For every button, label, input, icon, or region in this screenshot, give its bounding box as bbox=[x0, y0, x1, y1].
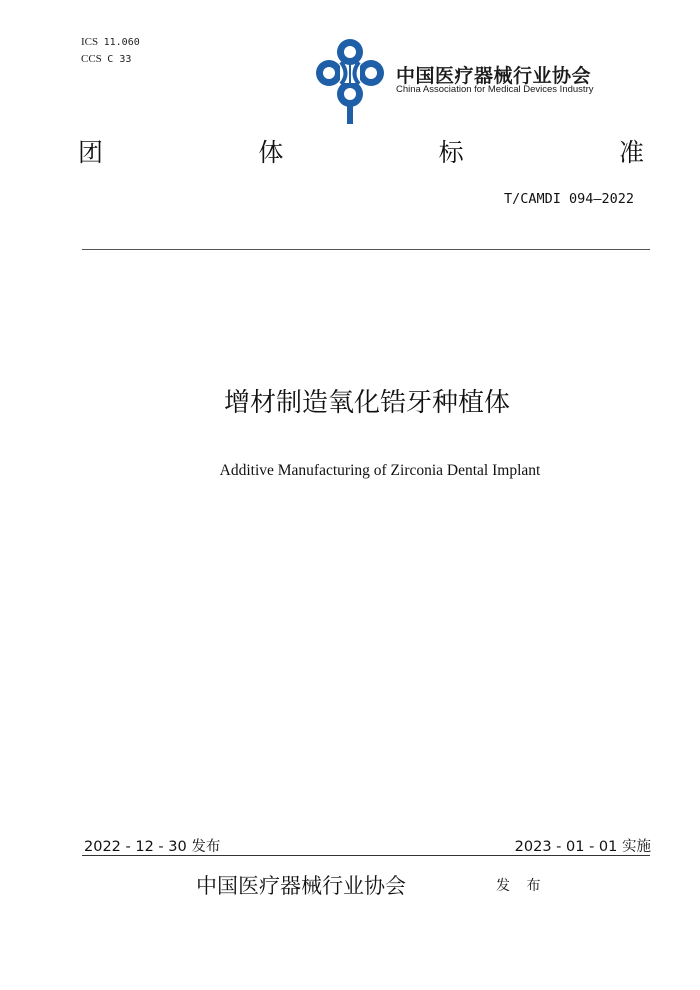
doc-type-char: 标 bbox=[438, 138, 464, 167]
ccs-line bbox=[81, 51, 140, 68]
publish-date: 2022 - 12 - 30 发布 bbox=[84, 839, 221, 855]
implement-date: 2023 - 01 - 01 实施 bbox=[514, 839, 651, 855]
issue-label: 发 布 bbox=[496, 878, 547, 894]
classification-codes bbox=[81, 34, 140, 68]
ics-line bbox=[81, 34, 140, 51]
organization-name-en: China Association for Medical Devices Industry bbox=[396, 84, 594, 95]
doc-type-char: 体 bbox=[258, 138, 284, 167]
document-title-en: Additive Manufacturing of Zirconia Dental Implant bbox=[219, 462, 541, 479]
organization-name-cn: 中国医疗器械行业协会 bbox=[396, 65, 592, 87]
top-divider bbox=[82, 249, 650, 250]
ccs-code: C 33 bbox=[107, 54, 132, 65]
issuer-name: 中国医疗器械行业协会 bbox=[196, 874, 406, 898]
ccs-label: CCS bbox=[81, 53, 102, 65]
ics-label: ICS bbox=[81, 36, 99, 48]
chinese-knot-logo-icon bbox=[314, 38, 386, 126]
standard-number: T/CAMDI 094—2022 bbox=[503, 191, 634, 207]
bottom-divider bbox=[82, 855, 650, 856]
document-type bbox=[78, 136, 644, 170]
doc-type-char: 准 bbox=[618, 138, 644, 167]
doc-type-char: 团 bbox=[78, 138, 104, 167]
ics-code: 11.060 bbox=[103, 37, 140, 48]
document-title-cn: 增材制造氧化锆牙种植体 bbox=[223, 388, 510, 418]
